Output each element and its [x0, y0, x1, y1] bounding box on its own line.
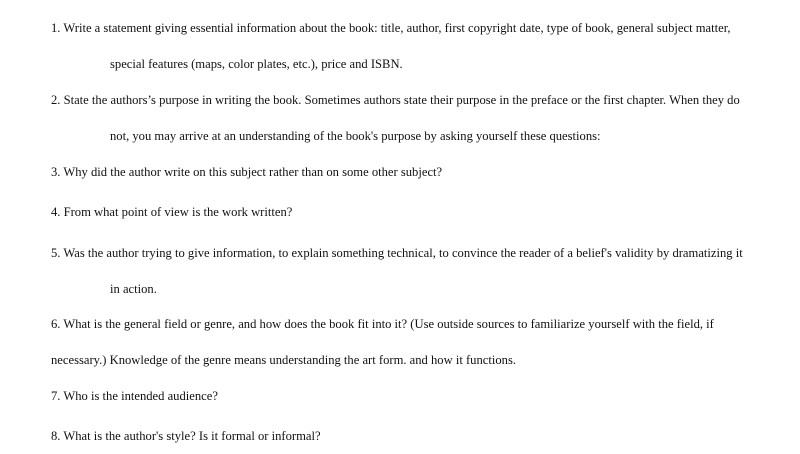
item-3-line-1: 3. Why did the author write on this subject rather than on some other subject?	[51, 165, 443, 179]
item-4-line-1: 4. From what point of view is the work written?	[51, 205, 293, 219]
list-item-1	[51, 10, 791, 82]
item-1-line-1: 1. Write a statement giving essential information about the book: title, author, first copyright date, type of book, general subject matter,	[51, 21, 731, 35]
item-2-line-1: 2. State the authors’s purpose in writing the book. Sometimes authors state their purpose in the preface or the first chapter. When they do	[51, 93, 740, 107]
item-6-line-1: 6. What is the general field or genre, and how does the book fit into it? (Use outside sources to familiarize yourself with the field, if	[51, 317, 714, 331]
list-item-3	[51, 154, 791, 190]
item-8-line-1: 8. What is the author's style? Is it formal or informal?	[51, 429, 321, 443]
item-7-line-1: 7. Who is the intended audience?	[51, 389, 218, 403]
list-item-6	[51, 306, 791, 378]
item-6-line-2: necessary.) Knowledge of the genre means understanding the art form. and how it functions.	[51, 353, 517, 367]
list-item-4	[51, 194, 791, 230]
item-1-line-2: special features (maps, color plates, etc.), price and ISBN.	[110, 57, 403, 71]
item-2-line-2: not, you may arrive at an understanding of the book's purpose by asking yourself these questions:	[110, 129, 601, 143]
item-5-line-1: 5. Was the author trying to give information, to explain something technical, to convince the reader of a belief's validity by dramatizing it	[51, 246, 743, 260]
list-item-5	[51, 235, 791, 307]
item-5-line-2: in action.	[110, 282, 157, 296]
list-item-7	[51, 378, 791, 414]
list-item-2	[51, 82, 791, 154]
